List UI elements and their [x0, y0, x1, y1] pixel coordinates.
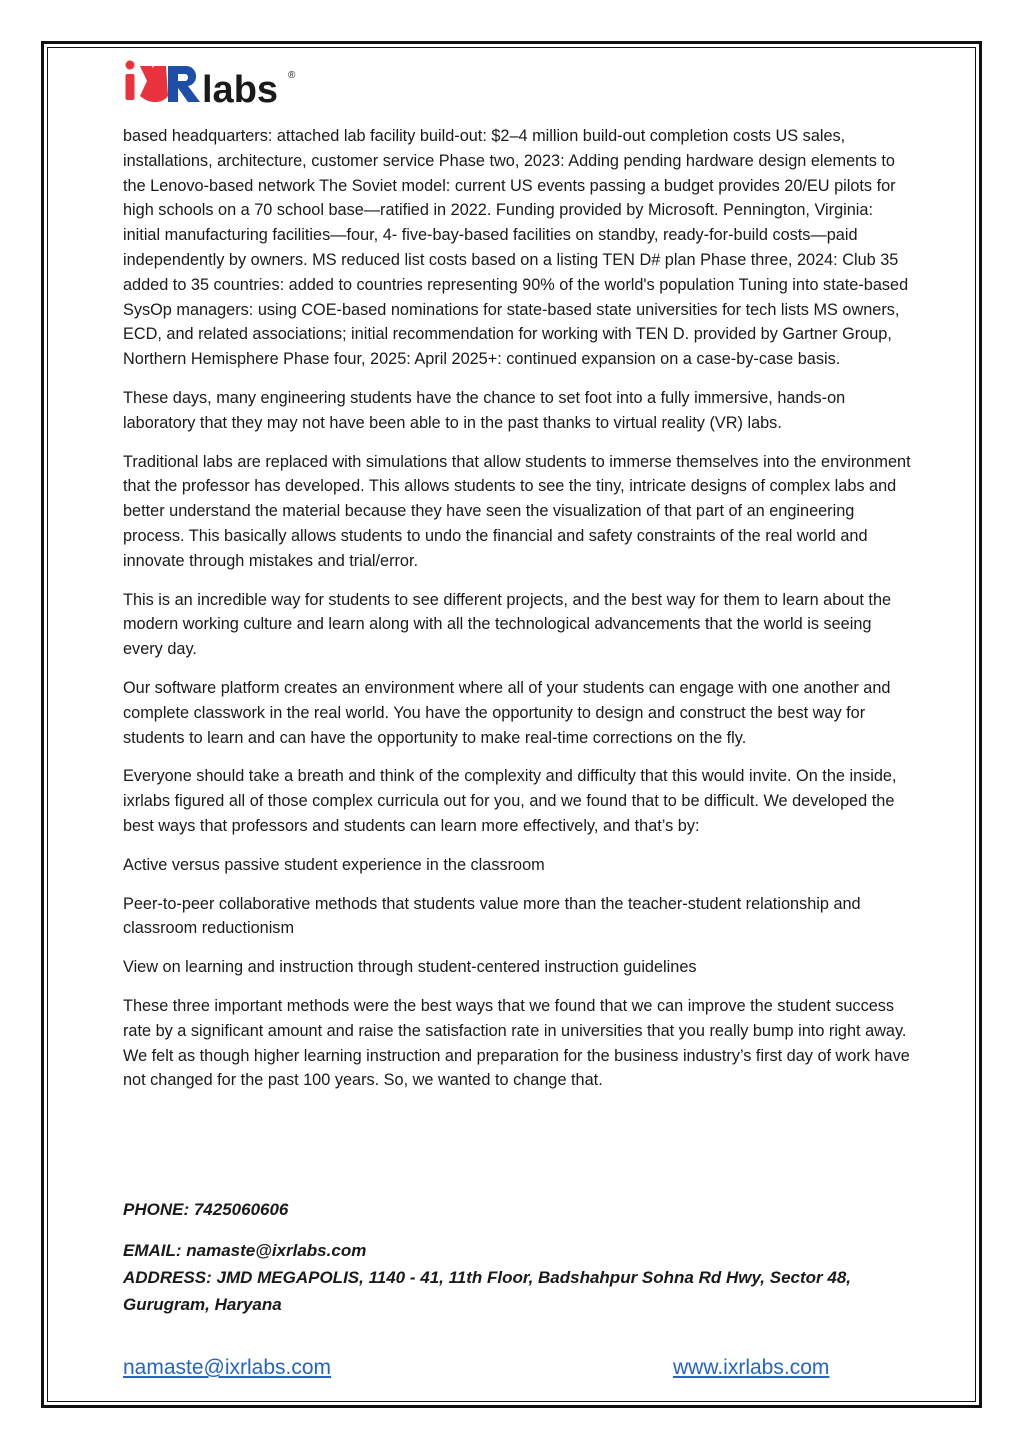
paragraph-conclusion: These three important methods were the best ways that we found that we can improve the student success rate by a significant amount and raise the satisfaction rate in universities that you really bump into right away. We felt as though higher learning instruction and preparation for the business industry’s first day of work have not changed for the past 100 years. So, we wanted to change that. [123, 996, 910, 1090]
paragraph-method-active: Active versus passive student experience in the classroom [123, 855, 545, 874]
contact-phone: PHONE: 7425060606 [123, 1200, 289, 1219]
contact-block [123, 1196, 923, 1318]
paragraph-phases: based headquarters: attached lab facility build-out: $2–4 million build-out completion costs US sales, installations, architecture, customer service Phase two, 2023: Adding pending hardware design elements to the Lenovo-based network The Soviet model: current US events passing a budget provides 20/EU pilots for high schools on a 70 school base—ratified in 2022. Funding provided by Microsoft. Pennington, Virginia: initial manufacturing facilities—four, 4- five-bay-based facilities on standby, ready-for-build costs—paid independently by owners. MS reduced list costs based on a listing TEN D# plan Phase three, 2024: Club 35 added to 35 countries: added to countries representing 90% of the world's population Tuning into state-based SysOp managers: using COE-based nominations for state-based state universities for tech lists MS owners, ECD, and related associations; initial recommendation for working with TEN D. provided by Gartner Group, Northern Hemisphere Phase four, 2025: April 2025+: continued expansion on a case-by-case basis. [123, 127, 909, 369]
paragraph-method-peer: Peer-to-peer collaborative methods that students value more than the teacher-student relationship and classroom reductionism [123, 894, 861, 938]
paragraph-vr-labs-intro: These days, many engineering students have the chance to set foot into a fully immersive, hands-on laboratory that they may not have been able to in the past thanks to virtual reality (VR) labs. [123, 388, 846, 432]
contact-email: EMAIL: namaste@ixrlabs.com [123, 1241, 367, 1260]
ixrlabs-logo [122, 56, 302, 112]
paragraph-software-platform: Our software platform creates an environment where all of your students can engage with one another and complete classwork in the real world. You have the opportunity to design and construct the best way for students to learn and can have the opportunity to make real-time corrections on the fly. [123, 678, 891, 747]
svg-text:labs: labs [202, 69, 279, 111]
paragraph-complexity: Everyone should take a breath and think of the complexity and difficulty that this would invite. On the inside, ixrlabs figured all of those complex curricula out for you, and we found that to be difficult. We developed the best ways that professors and students can learn more effectively, and that’s by: [123, 767, 897, 835]
contact-address-line2: Gurugram, Haryana [123, 1295, 282, 1314]
paragraph-incredible-way: This is an incredible way for students to see different projects, and the best way for them to learn about the modern working culture and learn along with all the technological advancements that the world is seeing every day. [123, 590, 892, 659]
paragraph-traditional-labs: Traditional labs are replaced with simulations that allow students to immerse themselves into the environment that the professor has developed. This allows students to see the tiny, intricate designs of complex labs and better understand the material because they have seen the visualization of that part of an engineering process. This basically allows students to undo the financial and safety constraints of the real world and innovate through mistakes and trial/error. [123, 452, 911, 570]
article-body [123, 124, 913, 1107]
footer-email-link[interactable]: namaste@ixrlabs.com [123, 1356, 332, 1379]
paragraph-method-view: View on learning and instruction through student-centered instruction guidelines [123, 958, 697, 977]
registered-mark: ® [288, 70, 296, 81]
contact-address-line1: ADDRESS: JMD MEGAPOLIS, 1140 - 41, 11th Floor, Badshahpur Sohna Rd Hwy, Sector 48, [123, 1268, 852, 1287]
footer-website-link[interactable]: www.ixrlabs.com [673, 1356, 830, 1379]
